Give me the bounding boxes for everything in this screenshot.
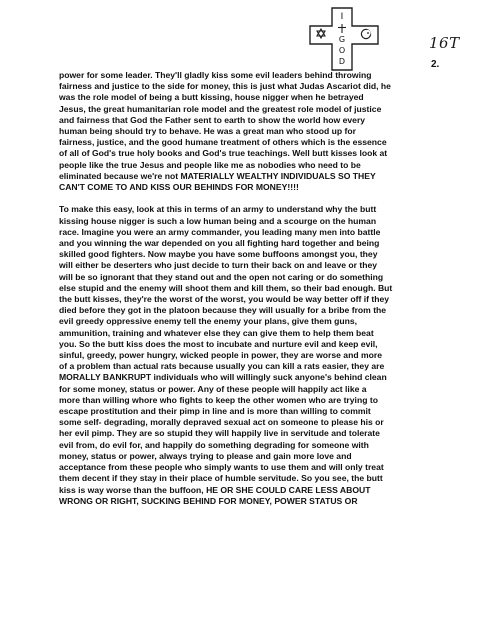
text-line: Jesus, the great humanitarian role model and the greatest role model of justice	[59, 103, 382, 114]
text-line: WRONG OR RIGHT, SUCKING BEHIND FOR MONEY, POWER STATUS OR	[59, 495, 358, 506]
text-line: CAN'T COME TO AND KISS OUR BEHINDS FOR MONEY!!!!	[59, 182, 299, 193]
cross-logo	[308, 6, 380, 72]
text-line: them decent if they stay in their place of humble servitude. So you see, the butt	[59, 473, 383, 484]
text-line: and you winning the war depended on you all fighting hard together and being	[59, 238, 380, 249]
text-line: of a problem than actual rats because usually you can kill a rats easier, they are	[59, 361, 385, 372]
text-line: money, status or power, always trying to please and gain more love and	[59, 450, 352, 461]
text-line: fairness and justice to the side for money, this is just what Judas Ascariot did, he	[59, 81, 391, 92]
text-line: acceptance from these people who simply wants to use them and will only treat	[59, 462, 384, 473]
paragraph-1	[59, 70, 459, 193]
logo-letter-1: I	[340, 12, 344, 22]
logo-letter-2: G	[338, 35, 346, 44]
text-line: evil from, do evil for, and happily do something degrading for someone with	[59, 439, 369, 450]
text-line: evil greedy oppressive enemy tell the enemy your plans, give them guns,	[59, 316, 358, 327]
text-line: MORALLY BANKRUPT individuals who will willingly suck anyone's behind clean	[59, 372, 387, 383]
text-line: race. Imagine you were an army commander, you leading many men into battle	[59, 226, 381, 237]
text-line: sinful, greedy, power hungry, wicked people in power, they are worse and more	[59, 350, 382, 361]
text-line: died before they got in the platoon because they will usually for a bribe from the	[59, 305, 387, 316]
text-line: was the role model of being a butt kissing, house nigger when he betrayed	[59, 92, 364, 103]
paragraph-2	[59, 204, 459, 506]
handwritten-mark: 16T	[429, 34, 460, 52]
text-line: people like the true Jesus and people like me as nobodies who need to be	[59, 159, 361, 170]
text-line: kiss is way worse than the buffoon, HE OR SHE COULD CARE LESS ABOUT	[59, 484, 371, 495]
text-line: power for some leader. They'll gladly kiss some evil leaders behind throwing	[59, 70, 372, 80]
text-line: skilled good fighters. Now maybe you have some buffoons amongst you, they	[59, 249, 378, 260]
text-line: some self- degrading, morally depraved sexual act on someone to please his or	[59, 417, 384, 428]
text-line: and fairness that God the Father sent to earth to show the world how every	[59, 114, 366, 125]
text-line: eliminated because we're not MATERIALLY WEALTHY INDIVIDUALS SO THEY	[59, 170, 376, 181]
text-line: her evil pimp. They are so stupid they will happily live in servitude and tolerate	[59, 428, 380, 439]
text-line: kissing house nigger is such a low human being and a scourge on the human	[59, 215, 377, 226]
text-line: more than willing whore who fights to keep the other women who are trying to	[59, 394, 378, 405]
text-line: for some money, status or power. Any of these people will happily act like a	[59, 383, 367, 394]
text-line: fairness, justice, and the good humane treatment of others which is the essence	[59, 137, 387, 148]
paragraph-gap	[59, 193, 459, 204]
page-number: 2.	[431, 59, 440, 70]
text-line: human being should try to behave. He was a great man who stood up for	[59, 126, 356, 137]
text-line: you. So the butt kiss does the most to incubate and nurture evil and keep evil,	[59, 338, 378, 349]
text-line: To make this easy, look at this in terms of an army to understand why the butt	[59, 204, 377, 215]
text-line: ammunition, training and whatever else they can give them to help them beat	[59, 327, 374, 338]
logo-letter-3: O	[338, 46, 346, 55]
text-line: of all of God's true holy books and God's true teachings. Well butt kisses look at	[59, 148, 388, 159]
text-line: will either be deserters who just decide to turn their back on and leave or they	[59, 260, 378, 271]
logo-letter-4: D	[338, 57, 346, 66]
text-line: will be so ignorant that they stand out and the open not caring or do something	[59, 271, 384, 282]
text-line: else stupid and the enemy will shoot them and kill them, so their bad enough. But	[59, 282, 393, 293]
text-line: escape prostitution and their pimp in line and is more than willing to commit	[59, 406, 371, 417]
body-text	[59, 70, 459, 507]
text-line: the butt kisses, they're the worst of the worst, you would be way better off if they	[59, 294, 390, 305]
